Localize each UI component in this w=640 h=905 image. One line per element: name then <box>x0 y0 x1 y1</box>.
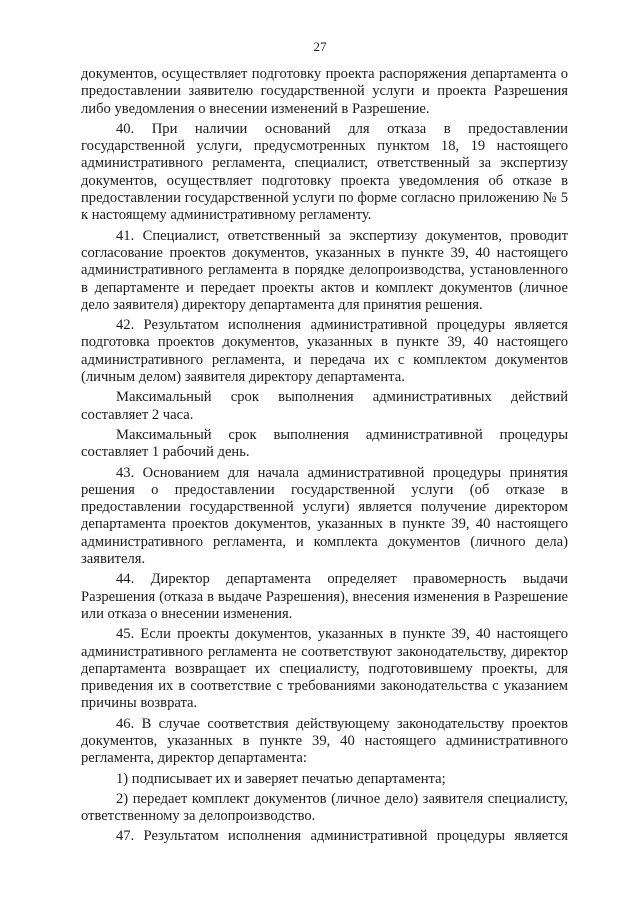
paragraph: 43. Основанием для начала административной процедуры принятия решения о предоставлении государственной услуги (об отказе в предоставлении государственной услуги) является получение директором департамента проектов документов, указанных в пункте 39, 40 настоящего административного регламента, и комплекта документов (личного дела) заявителя. <box>81 464 568 568</box>
document-text-body <box>81 66 568 849</box>
paragraph: 46. В случае соответствия действующему законодательству проектов документов, указанных в пункте 39, 40 настоящего административного регламента, директор департамента: <box>81 715 568 767</box>
paragraph: 44. Директор департамента определяет правомерность выдачи Разрешения (отказа в выдаче Разрешения), внесения изменения в Разрешение или отказа о внесении изменения. <box>81 571 568 622</box>
paragraph: документов, осуществляет подготовку проекта распоряжения департамента о предоставлении заявителю государственной услуги и проекта Разрешения либо уведомления о внесении изменений в Разрешение. <box>81 66 568 117</box>
paragraph: 41. Специалист, ответственный за экспертизу документов, проводит согласование проектов документов, указанных в пункте 39, 40 настоящего административного регламента в порядке делопроизводства, установленного в департаменте и передает проекты актов и комплект документов (личное дело заявителя) директору департамента для принятия решения. <box>81 227 568 313</box>
paragraph: 42. Результатом исполнения административной процедуры является подготовка проектов документов, указанных в пункте 39, 40 настоящего административного регламента, и передача их с комплектом документов (личным делом) заявителя директору департамента. <box>81 317 568 386</box>
paragraph: 2) передает комплект документов (личное дело) заявителя специалисту, ответственному за делопроизводство. <box>81 790 568 825</box>
page-number: 27 <box>313 39 327 54</box>
paragraph: 47. Результатом исполнения административной процедуры является <box>116 828 568 845</box>
paragraph: 40. При наличии оснований для отказа в предоставлении государственной услуги, предусмотренных пунктом 18, 19 настоящего административного регламента, специалист, ответственный за экспертизу документов, осуществляет подготовку проекта уведомления об отказе в предоставлении государственной услуги по форме согласно приложению № 5 к настоящему административному регламенту. <box>81 120 568 224</box>
paragraph: Максимальный срок выполнения административной процедуры составляет 1 рабочий день. <box>81 426 568 461</box>
paragraph: 45. Если проекты документов, указанных в пункте 39, 40 настоящего административного регламента не соответствуют законодательству, директор департамента возвращает их специалисту, подготовившему проекты, для приведения их в соответствие с требованиями законодательства с указанием причины возврата. <box>81 626 568 712</box>
paragraph: Максимальный срок выполнения административных действий составляет 2 часа. <box>81 389 568 423</box>
paragraph: 1) подписывает их и заверяет печатью департамента; <box>116 770 446 787</box>
